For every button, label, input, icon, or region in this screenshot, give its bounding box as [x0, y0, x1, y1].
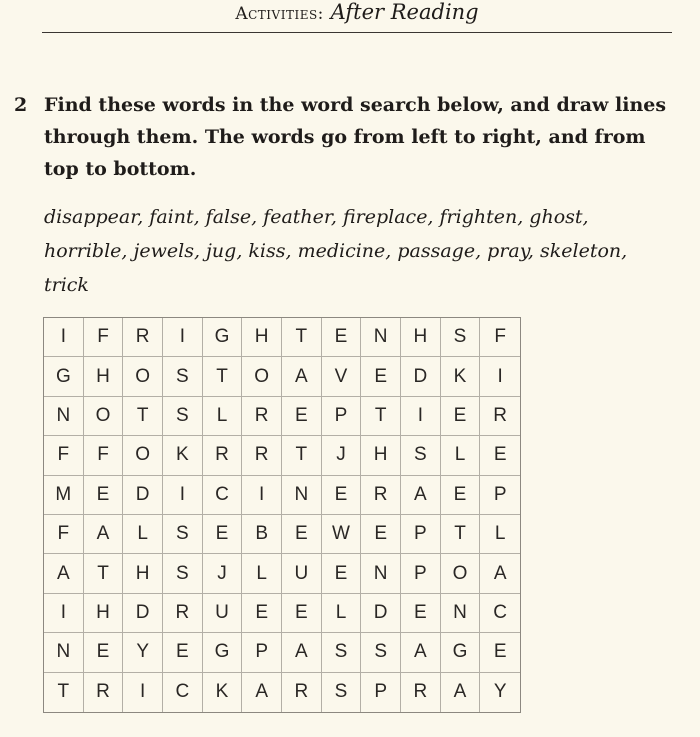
grid-cell: E	[322, 318, 362, 357]
grid-cell: K	[163, 436, 203, 475]
grid-cell: R	[282, 673, 322, 712]
grid-cell: U	[203, 594, 243, 633]
grid-cell: T	[361, 397, 401, 436]
grid-cell: I	[480, 357, 520, 396]
grid-cell: H	[401, 318, 441, 357]
grid-cell: O	[441, 554, 481, 593]
grid-cell: F	[480, 318, 520, 357]
grid-cell: T	[203, 357, 243, 396]
grid-cell: A	[480, 554, 520, 593]
grid-cell: E	[242, 594, 282, 633]
grid-cell: S	[401, 436, 441, 475]
grid-cell: I	[44, 318, 84, 357]
grid-cell: O	[123, 357, 163, 396]
grid-cell: U	[282, 554, 322, 593]
grid-cell: O	[84, 397, 124, 436]
grid-cell: E	[401, 594, 441, 633]
grid-cell: A	[401, 476, 441, 515]
grid-cell: E	[361, 357, 401, 396]
grid-cell: N	[361, 318, 401, 357]
running-header	[42, 0, 672, 33]
grid-cell: E	[322, 554, 362, 593]
grid-cell: E	[480, 436, 520, 475]
grid-cell: T	[441, 515, 481, 554]
grid-cell: R	[401, 673, 441, 712]
grid-cell: K	[203, 673, 243, 712]
grid-cell: R	[242, 397, 282, 436]
running-header-text	[42, 0, 672, 26]
grid-cell: E	[282, 594, 322, 633]
grid-cell: L	[123, 515, 163, 554]
grid-cell: O	[123, 436, 163, 475]
grid-cell: P	[480, 476, 520, 515]
grid-cell: S	[441, 318, 481, 357]
grid-cell: E	[361, 515, 401, 554]
exercise-instructions: Find these words in the word search below, and draw lines through them. The words go from left to right, and from top to bottom.	[44, 94, 667, 180]
grid-cell: A	[242, 673, 282, 712]
grid-cell: E	[480, 633, 520, 672]
grid-cell: E	[84, 633, 124, 672]
grid-cell: T	[282, 318, 322, 357]
grid-cell: H	[361, 436, 401, 475]
grid-cell: D	[401, 357, 441, 396]
grid-cell: L	[441, 436, 481, 475]
grid-cell: F	[84, 318, 124, 357]
grid-cell: I	[44, 594, 84, 633]
grid-cell: T	[84, 554, 124, 593]
grid-cell: R	[361, 476, 401, 515]
exercise-number: 2	[14, 94, 28, 116]
grid-cell: K	[441, 357, 481, 396]
grid-cell: L	[203, 397, 243, 436]
grid-cell: G	[203, 318, 243, 357]
grid-cell: S	[163, 515, 203, 554]
grid-cell: E	[163, 633, 203, 672]
grid-cell: B	[242, 515, 282, 554]
grid-cell: T	[282, 436, 322, 475]
grid-cell: R	[123, 318, 163, 357]
grid-cell: N	[44, 397, 84, 436]
grid-cell: N	[441, 594, 481, 633]
grid-cell: S	[322, 673, 362, 712]
grid-cell: N	[361, 554, 401, 593]
grid-cell: I	[163, 476, 203, 515]
grid-cell: D	[123, 476, 163, 515]
grid-cell: A	[282, 633, 322, 672]
grid-cell: R	[163, 594, 203, 633]
grid-cell: N	[282, 476, 322, 515]
grid-cell: A	[441, 673, 481, 712]
grid-cell: T	[44, 673, 84, 712]
grid-cell: I	[163, 318, 203, 357]
grid-cell: F	[44, 436, 84, 475]
grid-cell: S	[322, 633, 362, 672]
grid-cell: L	[480, 515, 520, 554]
grid-cell: Y	[123, 633, 163, 672]
grid-cell: H	[123, 554, 163, 593]
grid-cell: I	[123, 673, 163, 712]
grid-cell: F	[84, 436, 124, 475]
grid-cell: A	[44, 554, 84, 593]
grid-cell: S	[163, 357, 203, 396]
grid-cell: H	[84, 357, 124, 396]
grid-cell: P	[242, 633, 282, 672]
grid-cell: H	[84, 594, 124, 633]
grid-cell: S	[361, 633, 401, 672]
grid-cell: E	[441, 476, 481, 515]
grid-cell: L	[242, 554, 282, 593]
grid-cell: A	[401, 633, 441, 672]
grid-cell: T	[123, 397, 163, 436]
grid-cell: D	[361, 594, 401, 633]
grid-cell: F	[44, 515, 84, 554]
grid-cell: E	[203, 515, 243, 554]
grid-cell: G	[441, 633, 481, 672]
grid-cell: M	[44, 476, 84, 515]
grid-cell: G	[203, 633, 243, 672]
grid-cell: V	[322, 357, 362, 396]
grid-cell: P	[401, 554, 441, 593]
grid-cell: R	[84, 673, 124, 712]
grid-cell: D	[123, 594, 163, 633]
header-title: After Reading	[330, 0, 479, 24]
grid-cell: H	[242, 318, 282, 357]
grid-cell: E	[441, 397, 481, 436]
grid-cell: P	[401, 515, 441, 554]
grid-cell: N	[44, 633, 84, 672]
grid-cell: R	[480, 397, 520, 436]
grid-cell: C	[480, 594, 520, 633]
grid-cell: A	[84, 515, 124, 554]
grid-cell: A	[282, 357, 322, 396]
word-search-grid	[43, 317, 521, 713]
grid-cell: E	[282, 515, 322, 554]
grid-cell: I	[401, 397, 441, 436]
grid-cell: Y	[493, 681, 507, 703]
grid-cell: E	[84, 476, 124, 515]
grid-cell: R	[242, 436, 282, 475]
header-section-label: Activities:	[235, 4, 324, 24]
grid-cell: W	[322, 515, 362, 554]
grid-cell: L	[322, 594, 362, 633]
grid-cell: C	[203, 476, 243, 515]
grid-cell: R	[203, 436, 243, 475]
grid-cell: G	[44, 357, 84, 396]
grid-cell: S	[163, 397, 203, 436]
grid-cell: P	[361, 673, 401, 712]
grid-cell: J	[203, 554, 243, 593]
grid-cell: S	[163, 554, 203, 593]
word-list: disappear, faint, false, feather, fireplace, frighten, ghost, horrible, jewels, jug, kiss, medicine, passage, pray, skeleton, trick	[44, 206, 628, 296]
grid-cell: C	[163, 673, 203, 712]
grid-cell: O	[242, 357, 282, 396]
grid-cell: J	[322, 436, 362, 475]
grid-cell: E	[322, 476, 362, 515]
grid-cell: I	[242, 476, 282, 515]
grid-cell: E	[282, 397, 322, 436]
grid-cell: P	[322, 397, 362, 436]
